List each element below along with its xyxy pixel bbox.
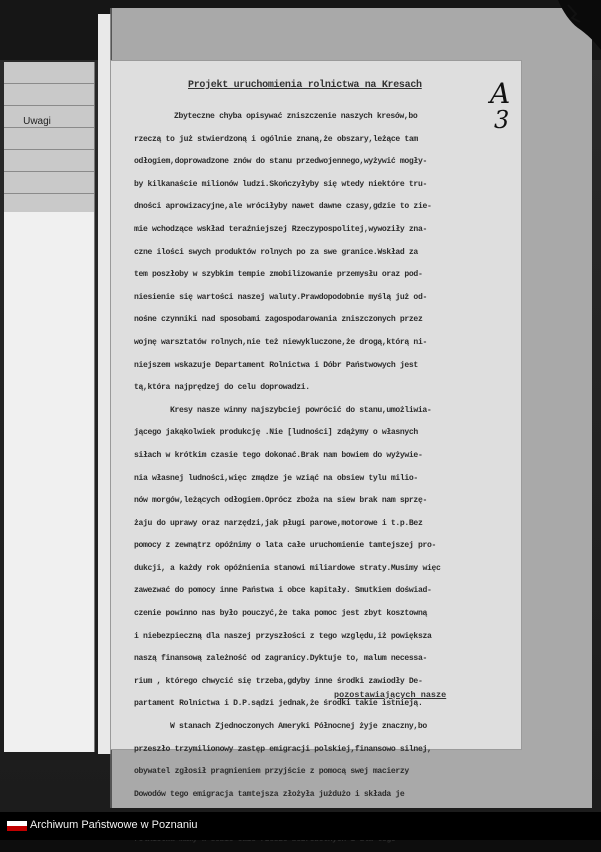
page-mark: A [490,77,511,110]
text-line: Zbyteczne chyba opisywać zniszczenie naszych kresów,bo [174,112,418,121]
text-line: żaju do uprawy oraz narzędzi,jak pługi parowe,motorowe i t.p.Bez [134,518,423,528]
text-line: obywatel zgłosił pragnieniem przyjście z pomocą swej macierzy [134,767,409,777]
margin-header [4,62,94,212]
archive-footer [0,812,601,840]
text-line: wojnę warsztatów rolnych,nie też niewykluczone,że drogą,którą ni- [134,337,427,347]
text-line: partament Rolnictwa i D.P.sądzi jednak,że środki takie istnieją. [134,699,423,709]
text-line: nia własnej ludności,więc zmądze je wziąć na obsiew tylu milio- [134,473,418,483]
text-line: W stanach Zjednoczonych Ameryki Północnej żyje znaczny,bo [170,722,427,732]
text-line: nów morgów,leżących odłogiem.Oprócz zboża na siew brak nam sprzę- [134,496,427,506]
text-line: czenie powinno nas było pouczyć,że taka pomoc jest zbyt kosztowną [134,609,427,619]
text-line: Kresy nasze winny najszybciej powrócić do stanu,umożliwia- [170,405,432,415]
text-line: Dowodów tego emigracja tamtejsza złożyła jużdużo i składa je [134,789,405,799]
text-line: pomocy z zewnątrz opóźnimy o lata całe uruchomienie tamtejszej pro- [134,541,436,551]
text-line: naszą finansową zależność od zagranicy.Dyktuje to, malum necessa- [134,654,427,664]
page-number: 3 [494,106,510,134]
text-line: niejszem wskazuje Departament Rolnictwa i Dóbr Państwowych jest [134,360,418,370]
text-line: mie wchodzące wskład teraźniejszej Rzeczypospolitej,wywoziły zna- [134,224,427,234]
closing-fragment: pozostawiających nasze [334,690,447,700]
text-line: tem poszłoby w szybkim tempie zmobilizowanie przemysłu oraz pod- [134,270,423,280]
text-line: dności aprowizacyjne,ale wróciłyby nawet dawne czasy,gdzie to zie- [134,202,432,212]
text-line: dukcji, a każdy rok opóźnienia stanowi miliardowe straty.Musimy więc [134,563,441,573]
margin-column [4,62,95,752]
document-body [134,106,504,852]
text-line: by kilkanaście milionów ludzi.Skończyłyby się wtedy niektóre tru- [134,179,427,189]
text-line: siłach w krótkim czasie tego dokonać.Brak nam bowiem do wyżywie- [134,450,423,460]
text-line: jącego jakąkolwiek produkcję .Nie [ludności] zdążymy o własnych [134,428,418,438]
text-line: i niebezpieczną dla naszej przyszłości z tego względu,iż powiększa [134,631,432,641]
corner-damage-mark [548,0,601,50]
document-title: Projekt uruchomienia rolnictwa na Kresach [188,80,422,91]
text-line: czne ilości swych produktów rolnych po za swe granice.Wskład za [134,247,418,257]
text-line: przeszło trzymilionowy zastęp emigracji polskiej,finansowo silnej, [134,744,432,754]
text-line: tą,która najprędzej do celu doprowadzi. [134,383,310,393]
text-line: odłogiem,doprowadzone znów do stanu przedwojennego,wyżywić mogły- [134,157,427,167]
text-line: rium , którego chwycić się trzeba,gdyby inne środki zawiodły De- [134,676,423,686]
archive-logo-icon [6,818,28,834]
archive-name: Archiwum Państwowe w Poznaniu [30,819,198,831]
text-line: rzeczą to już stwierdzoną i ogólnie znaną,że obszary,leżące tam [134,134,418,144]
margin-label: Uwagi [23,116,51,127]
text-line: niesienie się wartości naszej waluty.Prawdopodobnie myślą już od- [134,292,427,302]
document-page [110,60,522,799]
text-line: nośne czynniki nad sposobami zagospodarowania zniszczonych przez [134,315,423,325]
text-line: zawezwać do pomocy inne Państwa i obce kapitały. Smutkiem doświad- [134,586,432,596]
